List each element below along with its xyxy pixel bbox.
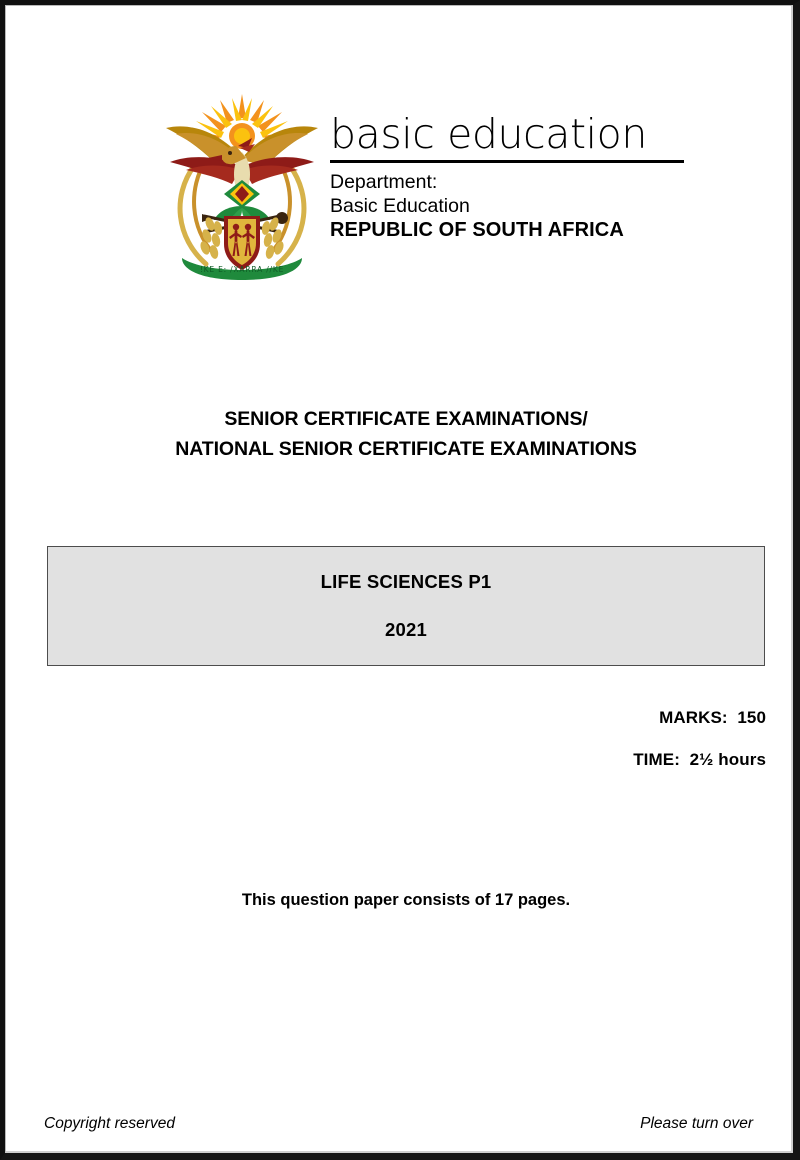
page-footer — [44, 1115, 753, 1133]
subject-box — [47, 546, 765, 666]
exam-title-line-2: NATIONAL SENIOR CERTIFICATE EXAMINATIONS — [175, 438, 637, 460]
wordmark-title: basic education — [330, 110, 647, 158]
page-count-note: This question paper consists of 17 pages. — [241, 891, 571, 909]
exam-meta-block — [46, 708, 766, 770]
country-label: REPUBLIC OF SOUTH AFRICA — [330, 219, 624, 241]
department-label: Department: — [330, 171, 438, 193]
marks-line: MARKS: 150 — [659, 708, 766, 727]
exam-title-line-1: SENIOR CERTIFICATE EXAMINATIONS/ — [224, 408, 588, 430]
subject-name: LIFE SCIENCES P1 — [320, 571, 492, 592]
page-content-area — [5, 5, 793, 1153]
time-line: TIME: 2½ hours — [633, 750, 766, 769]
department-logo-block — [154, 88, 694, 280]
coat-of-arms-icon — [154, 88, 330, 280]
exam-title — [46, 404, 766, 464]
footer-turn-over: Please turn over — [640, 1115, 753, 1132]
footer-copyright: Copyright reserved — [44, 1115, 175, 1132]
wordmark-rule — [330, 160, 684, 163]
wordmark-block — [330, 110, 690, 242]
department-name: Basic Education — [330, 195, 470, 217]
exam-year: 2021 — [385, 619, 427, 640]
coat-of-arms-motto: !KE E: /XARRA //KE — [199, 265, 285, 274]
